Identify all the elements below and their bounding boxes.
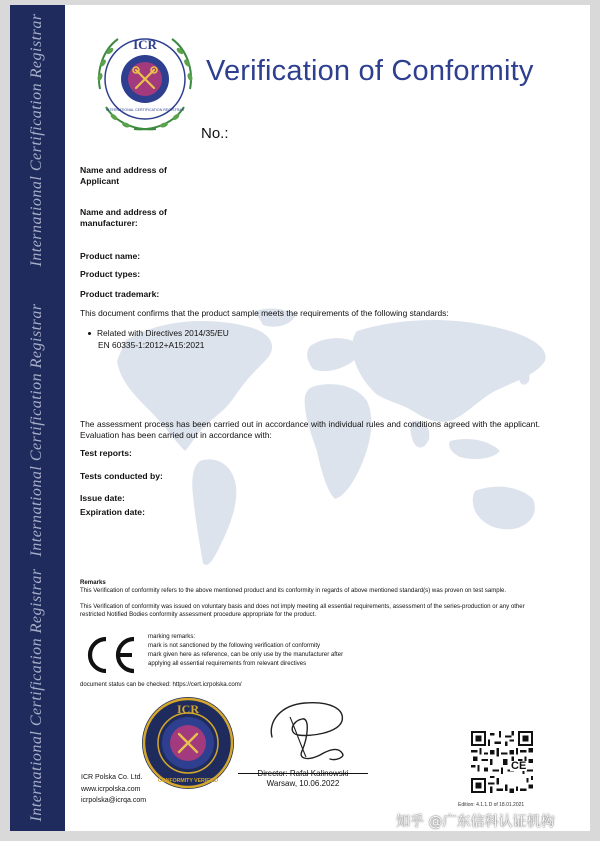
director-signature	[250, 697, 370, 767]
directive-text: Related with Directives 2014/35/EU	[97, 328, 229, 338]
test-reports-label: Test reports:	[80, 448, 132, 458]
logo-ring-text: INTERNATIONAL CERTIFICATION REGISTRAR	[105, 108, 185, 112]
band-text: International Certification Registrar	[28, 568, 45, 822]
marking-line-2: mark given here as reference, can be only use by the manufacturer after	[148, 651, 344, 658]
band-text: International Certification Registrar	[28, 303, 45, 557]
seal-text-top: ICR	[176, 702, 200, 716]
remarks-line-2: This Verification of conformity was issued on voluntary basis and does not imply meeting all essential requirements, assessment of the series-production or any other restricted Notified Bodies conformity assessment procedure appropriate for the product.	[80, 603, 525, 618]
product-trademark-label: Product trademark:	[80, 289, 160, 299]
icr-logo	[86, 19, 204, 137]
confirm-text: This document confirms that the product sample meets the requirements of the following standards:	[80, 308, 449, 318]
director-name: Director: Rafał Kalinowski	[257, 769, 349, 778]
marking-line-3: applying all essential requirements from relevant directives	[148, 660, 307, 667]
product-types-label: Product types:	[80, 269, 141, 279]
document-title: Verification of Conformity	[206, 55, 534, 87]
company-website[interactable]: www.icrpolska.com	[81, 785, 141, 793]
certificate-page	[10, 5, 590, 831]
side-band	[10, 5, 65, 831]
ce-mark-icon	[82, 633, 140, 677]
number-label: No.:	[201, 125, 229, 142]
status-link[interactable]: document status can be checked: https://cert.icrpolska.com/	[80, 681, 242, 688]
conformity-seal	[140, 695, 236, 791]
company-name: ICR Polska Co. Ltd.	[81, 774, 143, 781]
marking-line-1: mark is not sanctioned by the following verification of conformity	[148, 642, 321, 649]
logo-text: ICR	[133, 37, 157, 52]
bullet-icon	[88, 332, 91, 335]
standard-text: EN 60335-1:2012+A15:2021	[98, 340, 205, 350]
marking-title: marking remarks:	[148, 633, 196, 640]
expiration-date-label: Expiration date:	[80, 507, 145, 517]
band-text: International Certification Registrar	[28, 13, 45, 267]
edition-text: Edition: 4.1.1.D of 18.01.2021	[458, 802, 525, 808]
product-name-label: Product name:	[80, 251, 141, 261]
remarks-line-1: This Verification of conformity refers to the above mentioned product and its conformity in regards of above mentioned standard(s) was proven on test sample.	[80, 587, 507, 594]
issue-date-label: Issue date:	[80, 493, 125, 503]
city-date: Warsaw, 10.06.2022	[266, 779, 340, 788]
directive-item	[88, 328, 229, 338]
applicant-label: Name and address of Applicant	[80, 165, 167, 186]
tests-conducted-label: Tests conducted by:	[80, 471, 163, 481]
manufacturer-label: Name and address of manufacturer:	[80, 207, 167, 228]
company-info	[81, 772, 146, 807]
seal-text-bottom: CONFORMITY VERIFIED	[157, 778, 219, 784]
watermark-text: 知乎 @广东信科认证机构	[396, 814, 555, 830]
qr-ce-mark: CE	[511, 760, 527, 772]
company-email[interactable]: icrpolska@icrqa.com	[81, 797, 147, 804]
assessment-text: The assessment process has been carried out in accordance with individual rules and conditions agreed with the applicant. Evaluation has been carried out in accordance with:	[80, 419, 540, 440]
remarks-heading: Remarks	[80, 579, 106, 586]
